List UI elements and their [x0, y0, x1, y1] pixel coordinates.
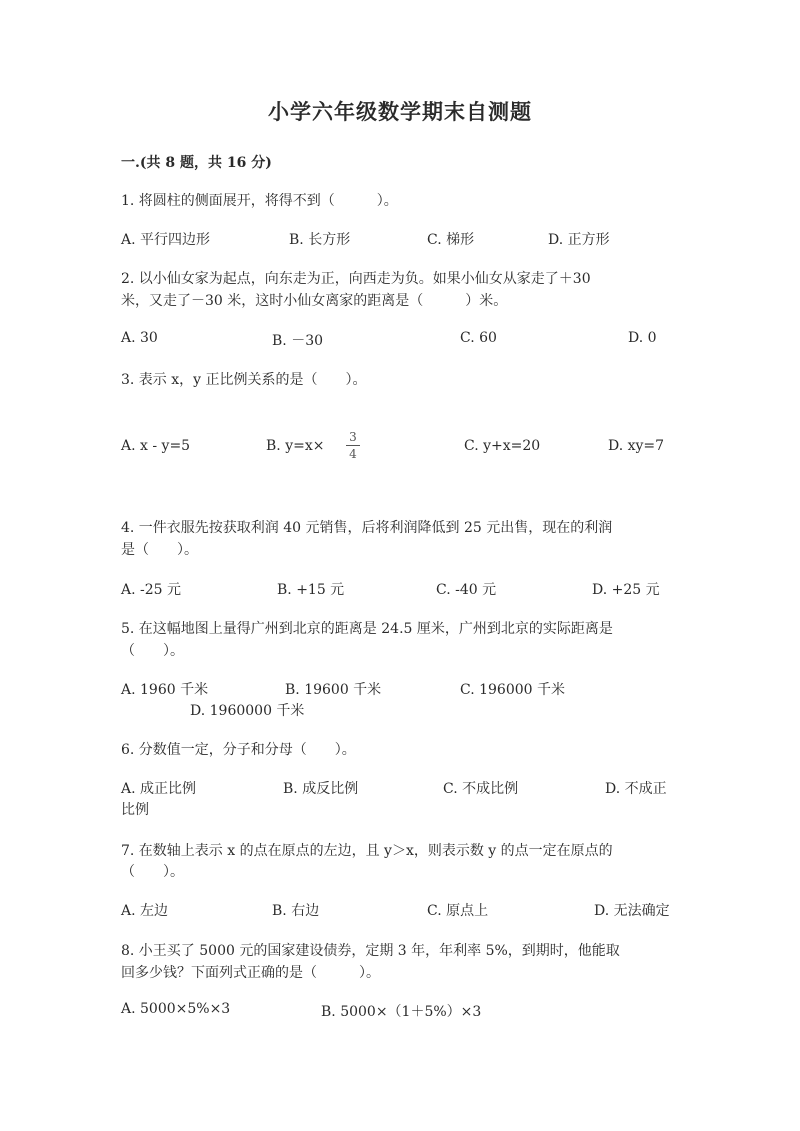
question-6-stem: 6. 分数值一定，分子和分母（ ）。: [121, 742, 356, 758]
q1-option-d: D. 正方形: [548, 232, 610, 248]
question-8-stem-line1: 8. 小王买了 5000 元的国家建设债券，定期 3 年，年利率 5%，到期时，他能取: [121, 943, 620, 959]
q2-option-b: B. －30: [272, 333, 324, 349]
q1-option-a: A. 平行四边形: [121, 232, 211, 248]
question-2-stem-line1: 2. 以小仙女家为起点，向东走为正，向西走为负。如果小仙女从家走了＋30: [121, 271, 591, 287]
fraction-numerator: 3: [349, 430, 357, 444]
question-8-stem-line2: 回多少钱？下面列式正确的是（ ）。: [121, 965, 380, 981]
q6-option-c: C. 不成比例: [443, 781, 519, 797]
q2-option-a: A. 30: [121, 330, 158, 346]
q6-option-b: B. 成反比例: [283, 781, 359, 797]
q5-option-c: C. 196000 千米: [460, 682, 566, 698]
question-5-stem-line1: 5. 在这幅地图上量得广州到北京的距离是 24.5 厘米，广州到北京的实际距离是: [121, 621, 613, 637]
q5-option-b: B. 19600 千米: [285, 682, 382, 698]
q5-option-d: D. 1960000 千米: [190, 703, 305, 719]
q2-option-c: C. 60: [460, 330, 497, 346]
q6-option-a: A. 成正比例: [121, 781, 197, 797]
q8-option-b: B. 5000×（1＋5%）×3: [321, 1004, 482, 1020]
q8-option-a: A. 5000×5%×3: [121, 1001, 231, 1017]
q7-option-d: D. 无法确定: [594, 903, 670, 919]
question-7-stem-line1: 7. 在数轴上表示 x 的点在原点的左边，且 y＞x，则表示数 y 的点一定在原点的: [121, 843, 613, 859]
question-4-stem-line2: 是（ ）。: [121, 542, 198, 558]
question-2-stem-line2: 米，又走了－30 米，这时小仙女离家的距离是（ ）米。: [121, 293, 508, 309]
page-title: 小学六年级数学期末自测题: [268, 99, 532, 124]
q7-option-a: A. 左边: [121, 903, 169, 919]
q5-option-a: A. 1960 千米: [121, 682, 209, 698]
q3-option-d: D. xy=7: [608, 438, 665, 454]
q3-option-c: C. y+x=20: [464, 438, 541, 454]
fraction-bar: [346, 445, 360, 446]
question-1-stem: 1. 将圆柱的侧面展开，将得不到（ ）。: [121, 193, 398, 209]
q2-option-d: D. 0: [628, 330, 657, 346]
q3-option-b: B. y=x×: [266, 438, 325, 454]
fraction-denominator: 4: [349, 447, 357, 461]
q1-option-c: C. 梯形: [427, 232, 475, 248]
section-heading: 一.(共 8 题，共 16 分): [121, 155, 272, 171]
q6-option-d: D. 不成正: [605, 781, 667, 797]
q4-option-a: A. -25 元: [121, 582, 182, 598]
q4-option-c: C. -40 元: [436, 582, 497, 598]
question-4-stem-line1: 4. 一件衣服先按获取利润 40 元销售，后将利润降低到 25 元出售，现在的利润: [121, 520, 613, 536]
question-5-stem-line2: （ ）。: [121, 643, 184, 659]
fraction-three-quarters: [346, 431, 360, 460]
q3-option-a: A. x - y=5: [121, 438, 191, 454]
q7-option-c: C. 原点上: [427, 903, 489, 919]
q6-option-d-wrap: 比例: [121, 802, 149, 818]
question-3-stem: 3. 表示 x，y 正比例关系的是（ ）。: [121, 372, 367, 388]
q4-option-b: B. +15 元: [277, 582, 345, 598]
q7-option-b: B. 右边: [272, 903, 320, 919]
q4-option-d: D. +25 元: [592, 582, 660, 598]
question-7-stem-line2: （ ）。: [121, 864, 184, 880]
q1-option-b: B. 长方形: [289, 232, 351, 248]
